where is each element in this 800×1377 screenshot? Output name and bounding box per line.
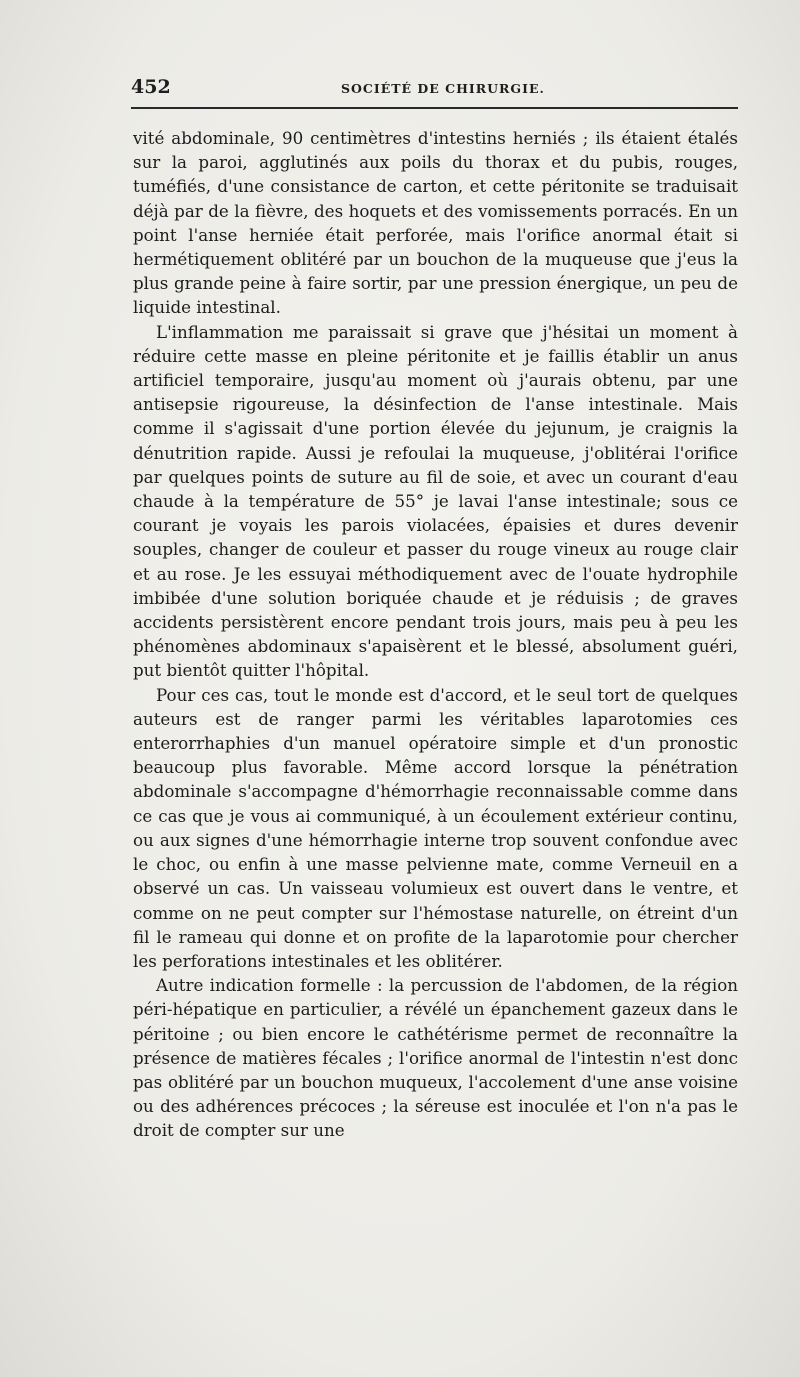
paragraph: Autre indication formelle : la percussion de l'abdomen, de la région péri-hépatique en particulier, a révélé un épanchement gazeux dans le péritoine ; ou bien encore le cathétérisme permet de reconnaître la présence de matières fécales ; l'orifice anormal de l'intestin n'est donc pas oblitéré par un bouchon muqueux, l'accolement d'une anse voisine ou des adhérences précoces ; la séreuse est inoculée et l'on n'a pas le droit de compter sur une — [133, 975, 738, 1141]
paragraph: Pour ces cas, tout le monde est d'accord, et le seul tort de quelques auteurs est de ranger parmi les véritables laparotomies ces enterorrhaphies d'un manuel opératoire simple et d'un pronostic beaucoup plus favorable. Même accord lorsque la pénétration abdominale s'accompagne d'hémorrhagie reconnaissable comme dans ce cas que je vous ai communiqué, à un écoulement extérieur continu, ou aux signes d'une hémorrhagie interne trop souvent confondue avec le choc, ou enfin à une masse pelvienne mate, comme Verneuil en a observé un cas. Un vaisseau volumieux est ouvert dans le ventre, et comme on ne peut compter sur l'hémostase naturelle, on étreint d'un fil le rameau qui donne et on profite de la laparotomie pour chercher les perforations intestinales et les oblitérer. — [133, 684, 738, 971]
paragraph-continued: vité abdominale, 90 centimètres d'intestins herniés ; ils étaient étalés sur la paroi, agglutinés aux poils du thorax et du pubis, rouges, tuméfiés, d'une consistance de carton, et cette péritonite se traduisait déjà par de la fièvre, des hoquets et des vomissements porracés. En un point l'anse herniée était perforée, mais l'orifice anormal était si hermétiquement oblitéré par un bouchon de la muqueuse que j'eus la plus grande peine à faire sortir, par une pression énergique, un peu de liquide intestinal. — [133, 128, 738, 318]
page-header — [131, 74, 738, 104]
paragraph: L'inflammation me paraissait si grave que j'hésitai un moment à réduire cette masse en pleine péritonite et je faillis établir un anus artificiel temporaire, jusqu'au moment où j'aurais obtenu, par une antisepsie rigoureuse, la désinfection de l'anse intestinale. Mais comme il s'agissait d'une portion élevée du jejunum, je craignis la dénutrition rapide. Aussi je refoulai la muqueuse, j'oblitérai l'orifice par quelques points de suture au fil de soie, et avec un courant d'eau chaude à la température de 55° je lavai l'anse intestinale; sous ce courant je voyais les parois violacées, épaisies et dures devenir souples, changer de couleur et passer du rouge vineux au rouge clair et au rose. Je les essuyai méthodiquement avec de l'ouate hydrophile imbibée d'une solution boriquée chaude et je réduisis ; de graves accidents persistèrent encore pendant trois jours, mais peu à peu les phénomènes abdominaux s'apaisèrent et le blessé, absolument guéri, put bientôt quitter l'hôpital. — [133, 321, 738, 681]
running-title: SOCIÉTÉ DE CHIRURGIE. — [341, 81, 545, 96]
body-text — [133, 126, 738, 1143]
header-rule — [131, 107, 738, 109]
page-number: 452 — [131, 76, 171, 98]
